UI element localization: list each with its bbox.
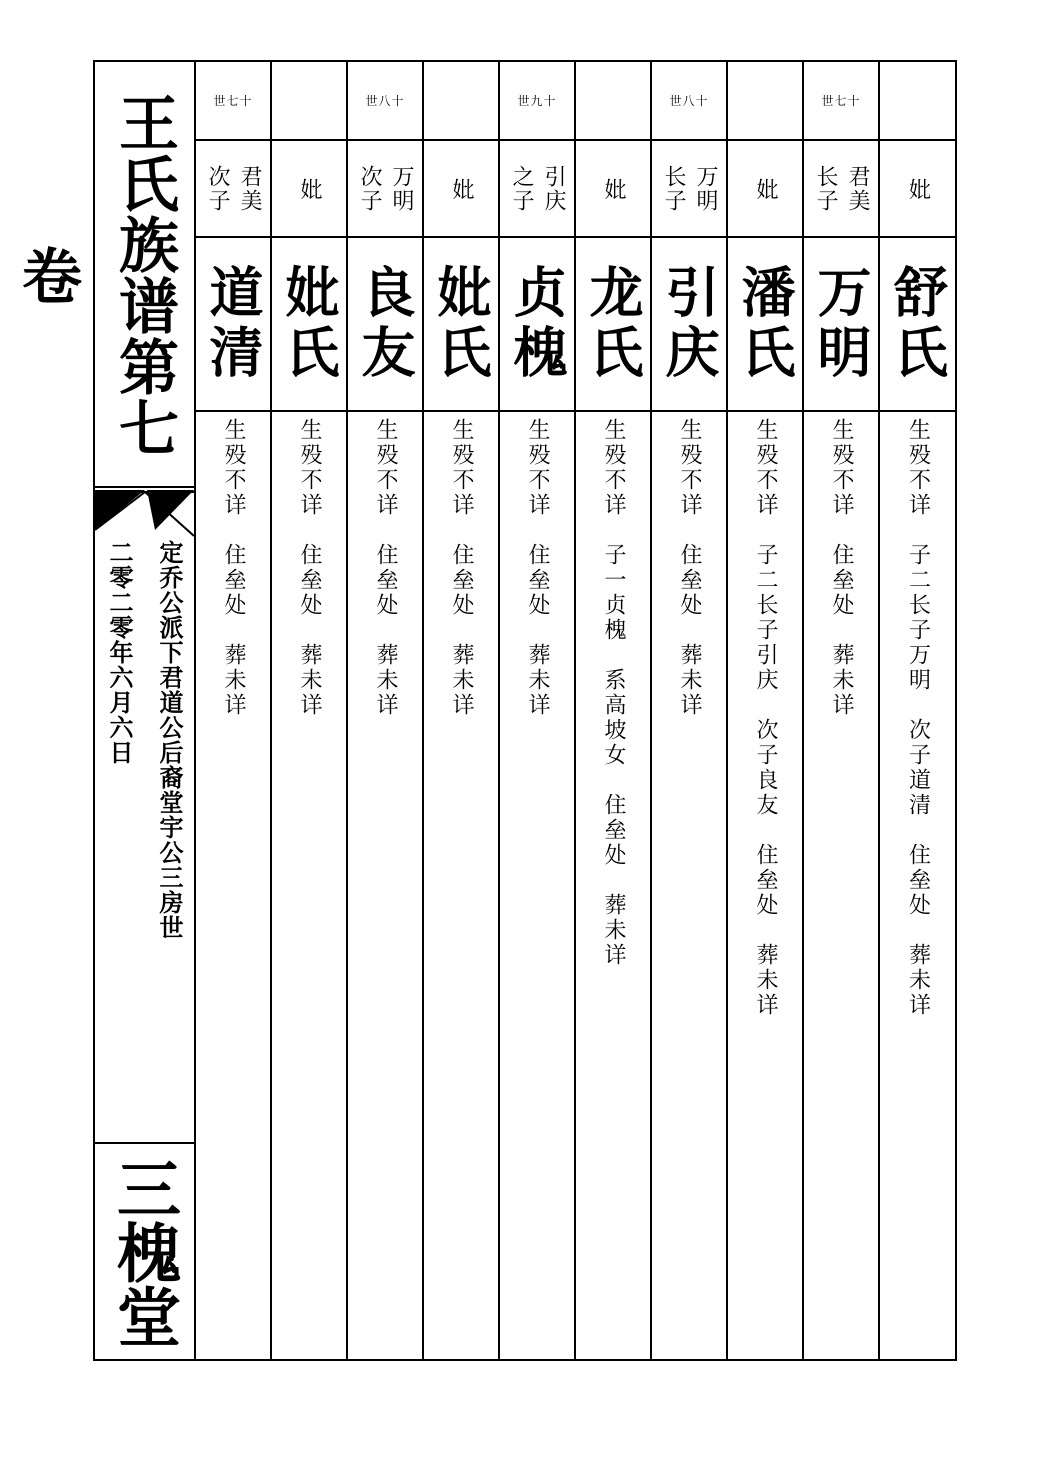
book-title: 王氏族谱第七卷 <box>12 92 179 458</box>
person-detail: 生殁不详 住垒处 葬未详 <box>221 418 246 718</box>
detail-cell <box>804 418 878 1318</box>
person-column <box>500 62 576 1359</box>
relation-cell <box>272 141 346 238</box>
generation-label: 世八十 <box>348 62 422 141</box>
generation-label: 世九十 <box>500 62 574 141</box>
relation-cell <box>424 141 498 238</box>
person-column <box>424 62 500 1359</box>
detail-cell <box>500 418 574 1318</box>
detail-cell <box>348 418 422 1318</box>
person-detail: 生殁不详 子一贞槐 系高坡女 住垒处 葬未详 <box>601 418 626 968</box>
hall-name: 三槐堂 <box>106 1155 181 1348</box>
detail-cell <box>652 418 726 1318</box>
name-cell <box>500 238 574 412</box>
generation-label: 世七十 <box>804 62 878 141</box>
person-detail: 生殁不详 住垒处 葬未详 <box>373 418 398 718</box>
person-column <box>652 62 728 1359</box>
person-column <box>576 62 652 1359</box>
person-detail: 生殁不详 住垒处 葬未详 <box>449 418 474 718</box>
title-column <box>12 62 196 1359</box>
person-detail: 生殁不详 子二长子万明 次子道清 住垒处 葬未详 <box>905 418 931 1018</box>
detail-cell <box>728 418 802 1318</box>
person-name: 贞槐 <box>505 264 569 384</box>
relation-cell <box>880 141 955 238</box>
relation-cell <box>804 141 878 238</box>
person-column <box>880 62 955 1359</box>
person-column <box>728 62 804 1359</box>
title-divider <box>95 486 194 488</box>
detail-cell <box>880 418 955 1318</box>
generation-label <box>272 62 346 141</box>
person-column <box>348 62 424 1359</box>
detail-cell <box>576 418 650 1318</box>
person-name: 道清 <box>201 264 265 384</box>
relation-cell <box>576 141 650 238</box>
relation-cell <box>196 141 270 238</box>
person-name: 潘氏 <box>733 264 797 384</box>
relation-spouse: 妣 <box>449 177 474 200</box>
generation-label <box>880 62 955 141</box>
generation-label <box>576 62 650 141</box>
name-cell <box>728 238 802 412</box>
relation-order: 长子 <box>661 164 686 213</box>
name-cell <box>880 238 955 412</box>
person-detail: 生殁不详 住垒处 葬未详 <box>525 418 550 718</box>
relation-spouse: 妣 <box>753 177 778 200</box>
person-name: 妣氏 <box>277 264 341 384</box>
relation-cell <box>652 141 726 238</box>
name-cell <box>804 238 878 412</box>
relation-cell <box>348 141 422 238</box>
detail-cell <box>272 418 346 1318</box>
relation-spouse: 妣 <box>905 177 931 200</box>
relation-order: 次子 <box>205 164 230 213</box>
relation-spouse: 妣 <box>297 177 322 200</box>
person-name: 妣氏 <box>429 264 493 384</box>
person-name: 龙氏 <box>581 264 645 384</box>
detail-cell <box>424 418 498 1318</box>
relation-parent: 君美 <box>237 164 262 213</box>
relation-order: 次子 <box>357 164 382 213</box>
relation-order: 之子 <box>509 164 534 213</box>
name-cell <box>272 238 346 412</box>
compile-date: 二零二零年六月六日 <box>105 540 134 765</box>
person-detail: 生殁不详 住垒处 葬未详 <box>829 418 854 718</box>
relation-parent: 万明 <box>389 164 414 213</box>
person-detail: 生殁不详 住垒处 葬未详 <box>677 418 702 718</box>
relation-cell <box>728 141 802 238</box>
person-name: 良友 <box>353 264 417 384</box>
person-detail: 生殁不详 子二长子引庆 次子良友 住垒处 葬未详 <box>753 418 778 1018</box>
person-name: 万明 <box>809 264 873 384</box>
relation-parent: 万明 <box>693 164 718 213</box>
relation-spouse: 妣 <box>601 177 626 200</box>
person-column <box>804 62 880 1359</box>
relation-order: 长子 <box>813 164 838 213</box>
relation-cell <box>500 141 574 238</box>
person-column <box>272 62 348 1359</box>
person-name: 引庆 <box>657 264 721 384</box>
genealogy-page <box>12 60 957 1361</box>
relation-parent: 君美 <box>845 164 870 213</box>
person-column <box>196 62 272 1359</box>
generation-label: 世八十 <box>652 62 726 141</box>
name-cell <box>196 238 270 412</box>
person-detail: 生殁不详 住垒处 葬未详 <box>297 418 322 718</box>
detail-cell <box>196 418 270 1318</box>
relation-parent: 引庆 <box>541 164 566 213</box>
name-cell <box>424 238 498 412</box>
fishtail-ornament <box>95 490 194 540</box>
branch-subtitle: 定乔公派下君道公后裔堂宇公三房世 <box>155 540 184 940</box>
generation-label <box>424 62 498 141</box>
name-cell <box>348 238 422 412</box>
name-cell <box>652 238 726 412</box>
generation-label: 世七十 <box>196 62 270 141</box>
person-name: 舒氏 <box>885 264 950 384</box>
name-cell <box>576 238 650 412</box>
generation-label <box>728 62 802 141</box>
